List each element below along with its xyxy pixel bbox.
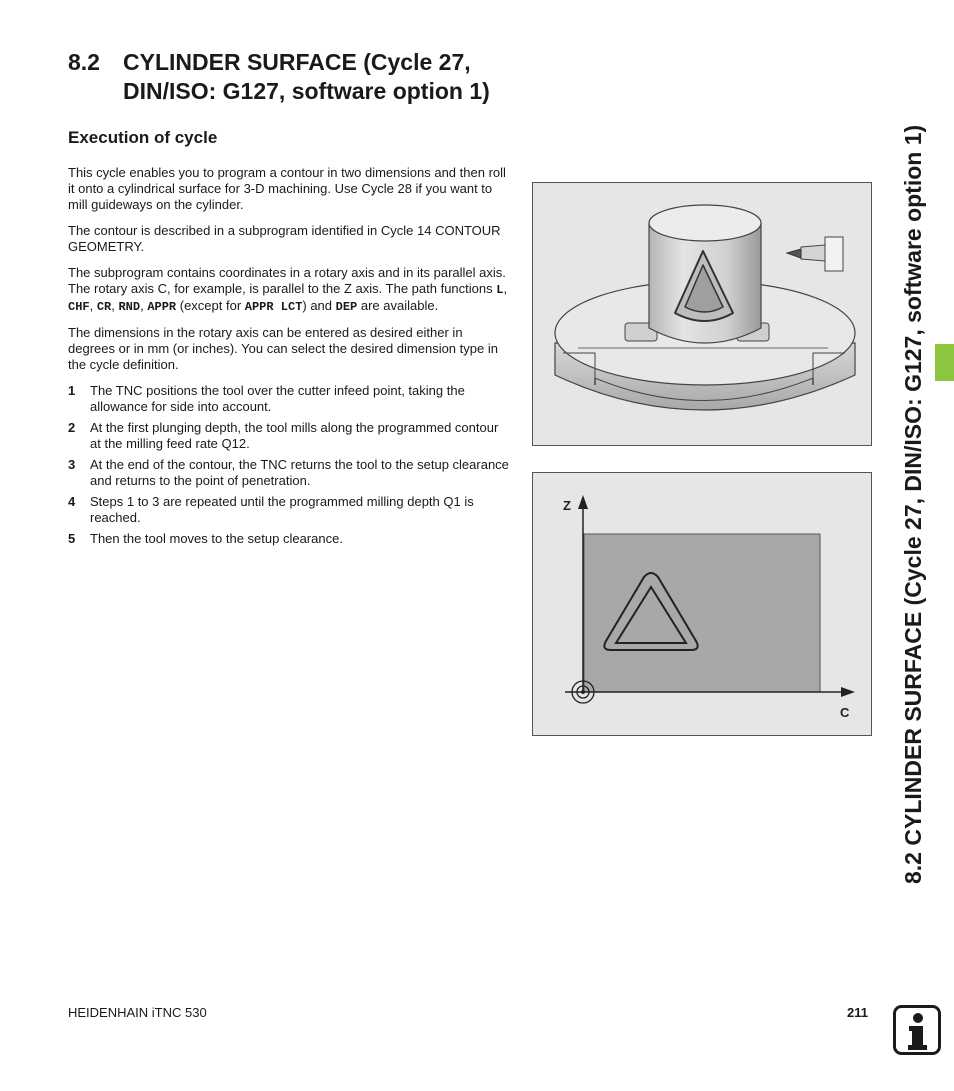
paragraph-intro: This cycle enables you to program a contour in two dimensions and then roll it onto a cylindrical surface for 3-D machining. Use Cycle 28 if you want to mill guideways on the cylinder. (68, 165, 506, 212)
separator: , (503, 281, 508, 296)
text-span: The subprogram contains coordinates in a rotary axis and in its parallel axis. The rotary axis C, for example, is parallel to the Z axis. The path functions (68, 265, 506, 296)
code-appr-lct: APPR LCT (244, 300, 303, 314)
footer-product: HEIDENHAIN iTNC 530 (68, 1005, 207, 1020)
c-axis-arrow (841, 687, 855, 697)
code-cr: CR (96, 300, 112, 314)
developed-surface (584, 534, 820, 692)
code-chf: CHF (68, 300, 90, 314)
step-text: The TNC positions the tool over the cutter infeed point, taking the allowance for side into account. (90, 383, 465, 414)
z-axis-arrow (578, 495, 588, 509)
steps-list (68, 383, 510, 547)
paragraph-dimensions: The dimensions in the rotary axis can be entered as desired either in degrees or in mm (or inches). You can select the desired dimension type in the cycle definition. (68, 325, 498, 372)
list-item (68, 420, 510, 452)
code-rnd: RND (118, 300, 141, 314)
step-number: 5 (68, 531, 76, 546)
body-text (68, 165, 510, 552)
code-dep: DEP (335, 300, 358, 314)
contour-svg (533, 473, 871, 735)
step-text: At the first plunging depth, the tool mills along the programmed contour at the milling feed rate Q12. (90, 420, 499, 451)
code-l: L (496, 283, 504, 297)
step-number: 3 (68, 457, 76, 472)
title-line-2: DIN/ISO: G127, software option 1) (123, 78, 490, 104)
separator: , (140, 298, 148, 313)
list-item (68, 383, 510, 415)
tool-tip (787, 249, 801, 258)
side-tab-accent (935, 344, 954, 381)
code-appr: APPR (147, 300, 177, 314)
step-number: 1 (68, 383, 76, 398)
section-number: 8.2 (68, 49, 100, 75)
separator: , (111, 298, 119, 313)
list-item (68, 457, 510, 489)
contour-diagram (532, 472, 872, 736)
step-number: 2 (68, 420, 76, 435)
side-tab-title: 8.2 CYLINDER SURFACE (Cycle 27, DIN/ISO: G127, software option 1) (900, 124, 926, 884)
step-number: 4 (68, 494, 76, 509)
text-span: ) and (302, 298, 336, 313)
text-span: (except for (176, 298, 245, 313)
cylinder-drawing (533, 183, 871, 445)
list-item (68, 531, 510, 547)
separator: , (89, 298, 97, 313)
cylinder-top (649, 205, 761, 241)
axis-label-z: Z (563, 498, 571, 513)
title-line-1: CYLINDER SURFACE (Cycle 27, (123, 49, 471, 75)
cylinder-illustration (532, 182, 872, 446)
step-text: Then the tool moves to the setup clearance. (90, 531, 343, 546)
tool-shank (801, 245, 825, 261)
section-heading: Execution of cycle (68, 128, 218, 147)
info-icon (893, 1005, 941, 1055)
tool-holder (825, 237, 843, 271)
page-number: 211 (847, 1005, 868, 1020)
list-item (68, 494, 510, 526)
page-title (68, 48, 490, 106)
step-text: At the end of the contour, the TNC returns the tool to the setup clearance and returns to the point of penetration. (90, 457, 509, 488)
paragraph-path-functions (68, 265, 510, 315)
text-span: are available. (357, 298, 439, 313)
paragraph-subprogram: The contour is described in a subprogram identified in Cycle 14 CONTOUR GEOMETRY. (68, 223, 501, 254)
axis-label-c: C (840, 705, 850, 720)
step-text: Steps 1 to 3 are repeated until the programmed milling depth Q1 is reached. (90, 494, 474, 525)
